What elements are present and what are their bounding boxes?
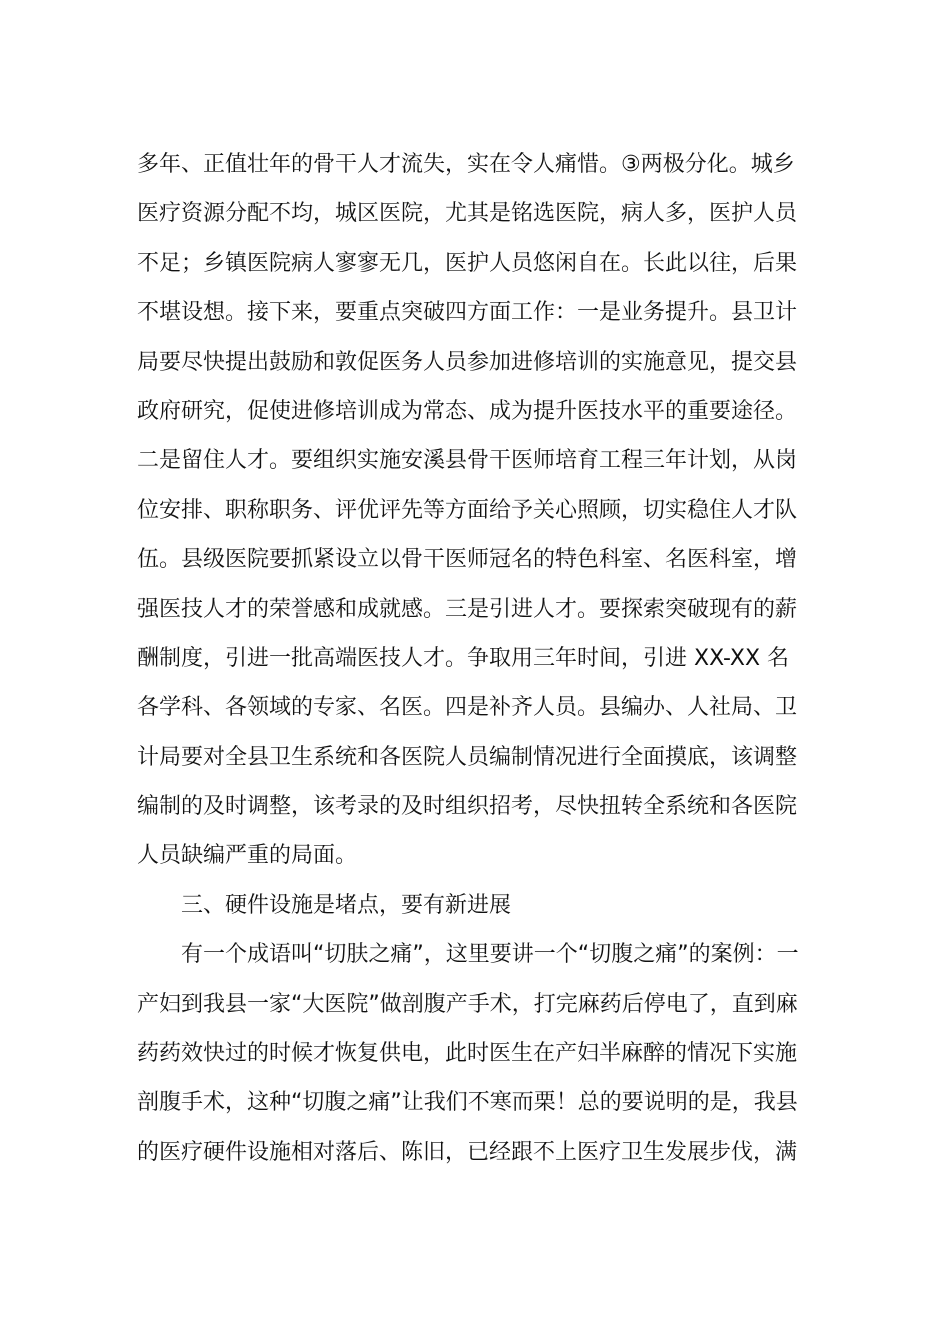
document-page [137, 140, 817, 1177]
text-line: 伍。县级医院要抓紧设立以骨干医师冠名的特色科室、名医科室，增 [137, 547, 798, 573]
text-line: 人员缺编严重的局面。 [137, 843, 358, 869]
text-line: 药药效快过的时候才恢复供电，此时医生在产妇半麻醉的情况下实施 [137, 1041, 798, 1067]
section-heading-text: 三、硬件设施是堵点，要有新进展 [181, 892, 512, 918]
text-line: 医疗资源分配不均，城区医院，尤其是铭选医院，病人多，医护人员 [137, 201, 798, 227]
body-paragraph [137, 140, 817, 881]
text-line: 剖腹手术，这种“切腹之痛”让我们不寒而栗！总的要说明的是，我县 [137, 1090, 798, 1116]
text-line: 各学科、各领域的专家、名医。四是补齐人员。县编办、人社局、卫 [137, 695, 798, 721]
text-line: 强医技人才的荣誉感和成就感。三是引进人才。要探索突破现有的薪 [137, 596, 798, 622]
text-line: 二是留住人才。要组织实施安溪县骨干医师培育工程三年计划，从岗 [137, 448, 798, 474]
text-line: 多年、正值壮年的骨干人才流失，实在令人痛惜。③两极分化。城乡 [137, 152, 795, 177]
text-line: 不足；乡镇医院病人寥寥无几，医护人员悠闲自在。长此以往，后果 [137, 250, 798, 276]
text-line: 编制的及时调整，该考录的及时组织招考，尽快扭转全系统和各医院 [137, 794, 798, 820]
text-line: 计局要对全县卫生系统和各医院人员编制情况进行全面摸底，该调整 [137, 744, 798, 770]
text-line: 政府研究，促使进修培训成为常态、成为提升医技水平的重要途径。 [137, 398, 798, 424]
text-line: 位安排、职称职务、评优评先等方面给予关心照顾，切实稳住人才队 [137, 497, 798, 523]
text-line: 局要尽快提出鼓励和敦促医务人员参加进修培训的实施意见，提交县 [137, 349, 798, 375]
text-line: 产妇到我县一家“大医院”做剖腹产手术，打完麻药后停电了，直到麻 [137, 991, 798, 1017]
text-line: 有一个成语叫“切肤之痛”，这里要讲一个“切腹之痛”的案例：一 [181, 942, 799, 968]
text-line: 不堪设想。接下来，要重点突破四方面工作：一是业务提升。县卫计 [137, 300, 798, 326]
section-heading [137, 881, 817, 930]
text-line: 酬制度，引进一批高端医技人才。争取用三年时间，引进 XX-XX 名 [137, 645, 790, 671]
text-line: 的医疗硬件设施相对落后、陈旧，已经跟不上医疗卫生发展步伐，满 [137, 1139, 798, 1165]
body-paragraph [137, 930, 817, 1177]
